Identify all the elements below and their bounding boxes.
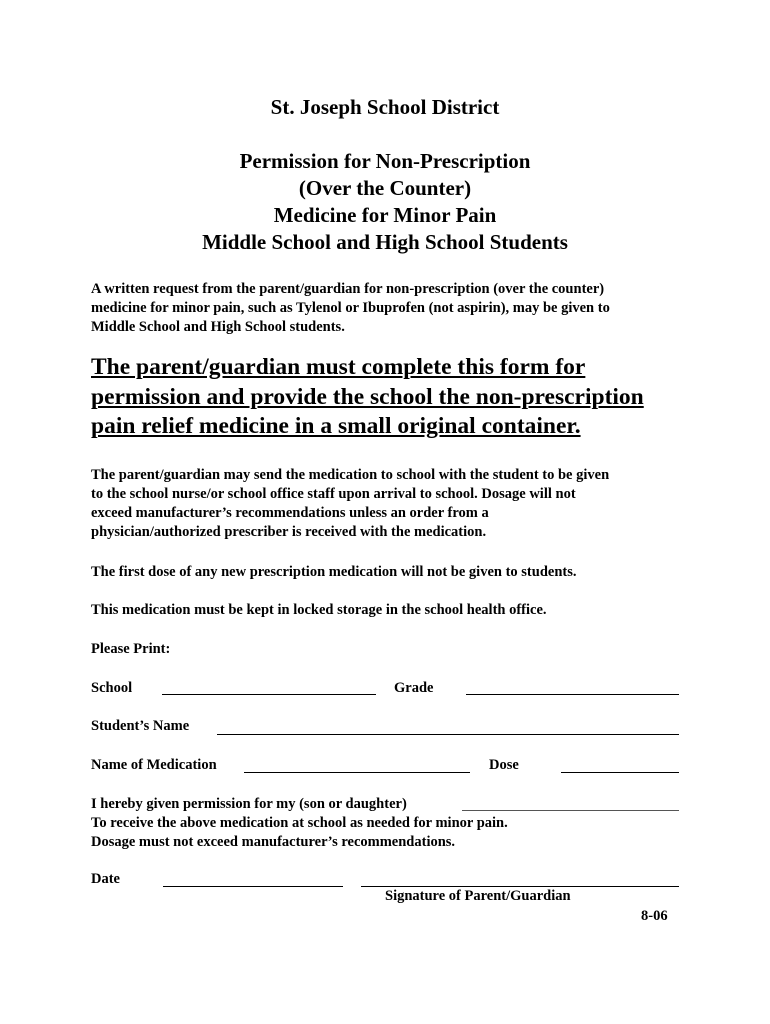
revision-code: 8-06	[641, 908, 668, 924]
student-name-field[interactable]	[217, 734, 679, 735]
signature-field[interactable]	[361, 886, 679, 887]
first-dose-notice: The first dose of any new prescription medication will not be given to students.	[91, 564, 577, 580]
form-title-line-2: (Over the Counter)	[298, 176, 472, 200]
grade-label: Grade	[394, 680, 434, 696]
notice-heading	[91, 353, 691, 442]
dose-field[interactable]	[561, 772, 679, 773]
grade-field[interactable]	[466, 694, 679, 695]
notice-line: permission and provide the school the non-prescription	[91, 383, 644, 410]
permission-line: I hereby given permission for my (son or daughter)	[91, 796, 407, 812]
please-print-label: Please Print:	[91, 641, 171, 657]
intro-line: medicine for minor pain, such as Tylenol or Ibuprofen (not aspirin), may be given to	[91, 300, 610, 316]
instructions-line: to the school nurse/or school office staff upon arrival to school. Dosage will not	[91, 486, 576, 502]
son-or-daughter-field[interactable]	[462, 810, 679, 811]
intro-line: A written request from the parent/guardian for non-prescription (over the counter)	[91, 281, 605, 297]
permission-line: To receive the above medication at school as needed for minor pain.	[91, 815, 508, 831]
district-name: St. Joseph School District	[270, 95, 500, 119]
instructions-paragraph	[91, 466, 691, 542]
storage-notice: This medication must be kept in locked storage in the school health office.	[91, 602, 547, 618]
school-label: School	[91, 680, 133, 696]
permission-statement	[91, 795, 691, 852]
date-field[interactable]	[163, 886, 343, 887]
instructions-line: The parent/guardian may send the medication to school with the student to be given	[91, 467, 610, 483]
notice-line: The parent/guardian must complete this form for	[91, 354, 586, 380]
intro-paragraph	[91, 280, 691, 337]
instructions-line: exceed manufacturer’s recommendations unless an order from a	[91, 505, 489, 521]
signature-label: Signature of Parent/Guardian	[385, 888, 571, 904]
school-field[interactable]	[162, 694, 376, 695]
intro-line: Middle School and High School students.	[91, 319, 345, 335]
permission-line: Dosage must not exceed manufacturer’s recommendations.	[91, 834, 456, 850]
medication-label: Name of Medication	[91, 757, 217, 773]
student-name-label: Student’s Name	[91, 718, 190, 734]
instructions-line: physician/authorized prescriber is received with the medication.	[91, 524, 487, 540]
medication-field[interactable]	[244, 772, 470, 773]
form-title-line-1: Permission for Non-Prescription	[239, 149, 531, 173]
form-title-line-4: Middle School and High School Students	[202, 230, 568, 254]
dose-label: Dose	[489, 757, 519, 773]
date-label: Date	[91, 871, 120, 887]
form-title-line-3: Medicine for Minor Pain	[273, 203, 497, 227]
notice-line: pain relief medicine in a small original container.	[91, 413, 581, 439]
